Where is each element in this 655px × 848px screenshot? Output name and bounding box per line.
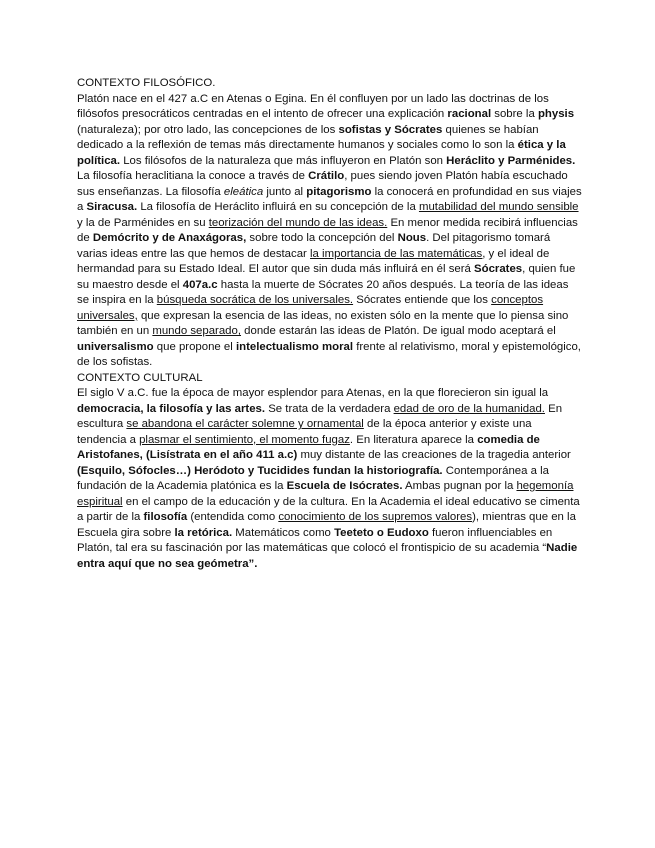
bold-text-run: Siracusa. xyxy=(86,201,138,213)
bold-text-run: Crátilo xyxy=(308,170,345,182)
underlined-text-run: hegemonía espiritual xyxy=(77,480,574,508)
underlined-text-run: la importancia de las matemáticas, xyxy=(310,247,486,260)
bold-text-run: Demócrito y de Anaxágoras, xyxy=(92,232,247,244)
bold-text-run: comedia de Aristofanes, (Lisístrata en el año 411 a.c) xyxy=(77,433,540,461)
heading-philosophical-context: CONTEXTO FILOSÓFICO. xyxy=(77,77,216,89)
bold-text-run: intelectualismo moral xyxy=(235,340,354,353)
bold-text-run: pitagorismo xyxy=(306,185,372,198)
bold-text-run: Nadie entra aquí que no sea geómetra”. xyxy=(77,542,578,570)
bold-text-run: physis xyxy=(537,108,575,120)
bold-text-run: filosofía xyxy=(143,511,188,523)
underlined-text-run: plasmar el sentimiento, el momento fugaz xyxy=(139,433,350,446)
bold-text-run: la retórica. xyxy=(174,526,233,539)
bold-text-run: Sócrates xyxy=(474,263,523,275)
bold-text-run: Nous xyxy=(397,232,427,244)
underlined-text-run: conceptos universales, xyxy=(77,294,544,322)
bold-text-run: universalismo xyxy=(77,340,154,353)
bold-text-run: Heráclito y Parménides. xyxy=(446,154,576,167)
underlined-text-run: búsqueda socrática de los universales. xyxy=(156,294,354,306)
bold-text-run: democracia, la filosofía y las artes. xyxy=(77,402,266,415)
heading-cultural-context: CONTEXTO CULTURAL xyxy=(77,371,203,384)
underlined-text-run: mutabilidad del mundo sensible xyxy=(418,201,579,213)
paragraph-cultural-context: El siglo V a.C. fue la época de mayor esplendor para Atenas, en la que florecieron sin igual la democracia, la filosofía y las artes. Se trata de la verdadera edad de oro de la humanidad. En escultura se abandona el carácter solemne y ornamental de la época anterior y existe una tendencia a plasmar el sentimiento, el momento fugaz. En literatura aparece la comedia de Aristofanes, (Lisístrata en el año 411 a.c) muy distante de las creaciones de la tragedia anterior (Esquilo, Sófocles…) Heródoto y Tucidides fundan la historiografía. Contemporánea a la fundación de la Academia platónica es la Escuela de Isócrates. Ambas pugnan por la hegemonía espiritual en el campo de la educación y de la cultura. En la Academia el ideal educativo se cimenta a partir de la filosofía (entendida como conocimiento de los supremos valores), mientras que en la Escuela gira sobre la retórica. Matemáticos como Teeteto o Eudoxo fueron influenciables en Platón, tal era su fascinación por las matemáticas que colocó el frontispicio de su academia “Nadie entra aquí que no sea geómetra”. xyxy=(77,387,580,570)
document-page xyxy=(77,76,583,572)
bold-text-run: (Esquilo, Sófocles…) Heródoto y Tucidides fundan la historiografía. xyxy=(77,464,443,477)
underlined-text-run: se abandona el carácter solemne y ornamental xyxy=(126,418,364,430)
underlined-text-run: mundo separado, xyxy=(152,325,242,337)
bold-text-run: Teeteto o Eudoxo xyxy=(334,526,429,539)
bold-text-run: sofistas y Sócrates xyxy=(338,123,443,136)
paragraph-philosophical-context: Platón nace en el 427 a.C en Atenas o Egina. En él confluyen por un lado las doctrinas de los filósofos presocráticos centradas en el intento de ofrecer una explicación racional sobre la physis (naturaleza); por otro lado, las concepciones de los sofistas y Sócrates quienes se habían dedicado a la reflexión de temas más directamente humanos y sociales como lo son la ética y la política. Los filósofos de la naturaleza que más influyeron en Platón son Heráclito y Parménides. La filosofía heraclitiana la conoce a través de Crátilo, pues siendo joven Platón había escuchado sus enseñanzas. La filosofía eleática junto al pitagorismo la conocerá en profundidad en sus viajes a Siracusa. La filosofía de Heráclito influirá en su concepción de la mutabilidad del mundo sensible y la de Parménides en su teorización del mundo de las ideas. En menor medida recibirá influencias de Demócrito y de Anaxágoras, sobre todo la concepción del Nous. Del pitagorismo tomará varias ideas entre las que hemos de destacar la importancia de las matemáticas, y el ideal de hermandad para su Estado Ideal. El autor que sin duda más influirá en él será Sócrates, quien fue su maestro desde el 407a.c hasta la muerte de Sócrates 20 años después. La teoría de las ideas se inspira en la búsqueda socrática de los universales. Sócrates entiende que los conceptos universales, que expresan la esencia de las ideas, no existen sólo en la mente que lo piensa sino también en un mundo separado, donde estarán las ideas de Platón. De igual modo aceptará el universalismo que propone el intelectualismo moral frente al relativismo, moral y epistemológico, de los sofistas. xyxy=(77,92,582,368)
italic-text-run: eleática xyxy=(223,185,264,198)
bold-text-run: racional xyxy=(447,108,492,120)
underlined-text-run: teorización del mundo de las ideas. xyxy=(208,216,388,229)
bold-text-run: ética y la política. xyxy=(77,139,566,167)
bold-text-run: 407a.c xyxy=(182,278,218,291)
underlined-text-run: edad de oro de la humanidad. xyxy=(393,402,545,415)
underlined-text-run: conocimiento de los supremos valores xyxy=(278,511,473,523)
bold-text-run: Escuela de Isócrates. xyxy=(286,480,403,492)
